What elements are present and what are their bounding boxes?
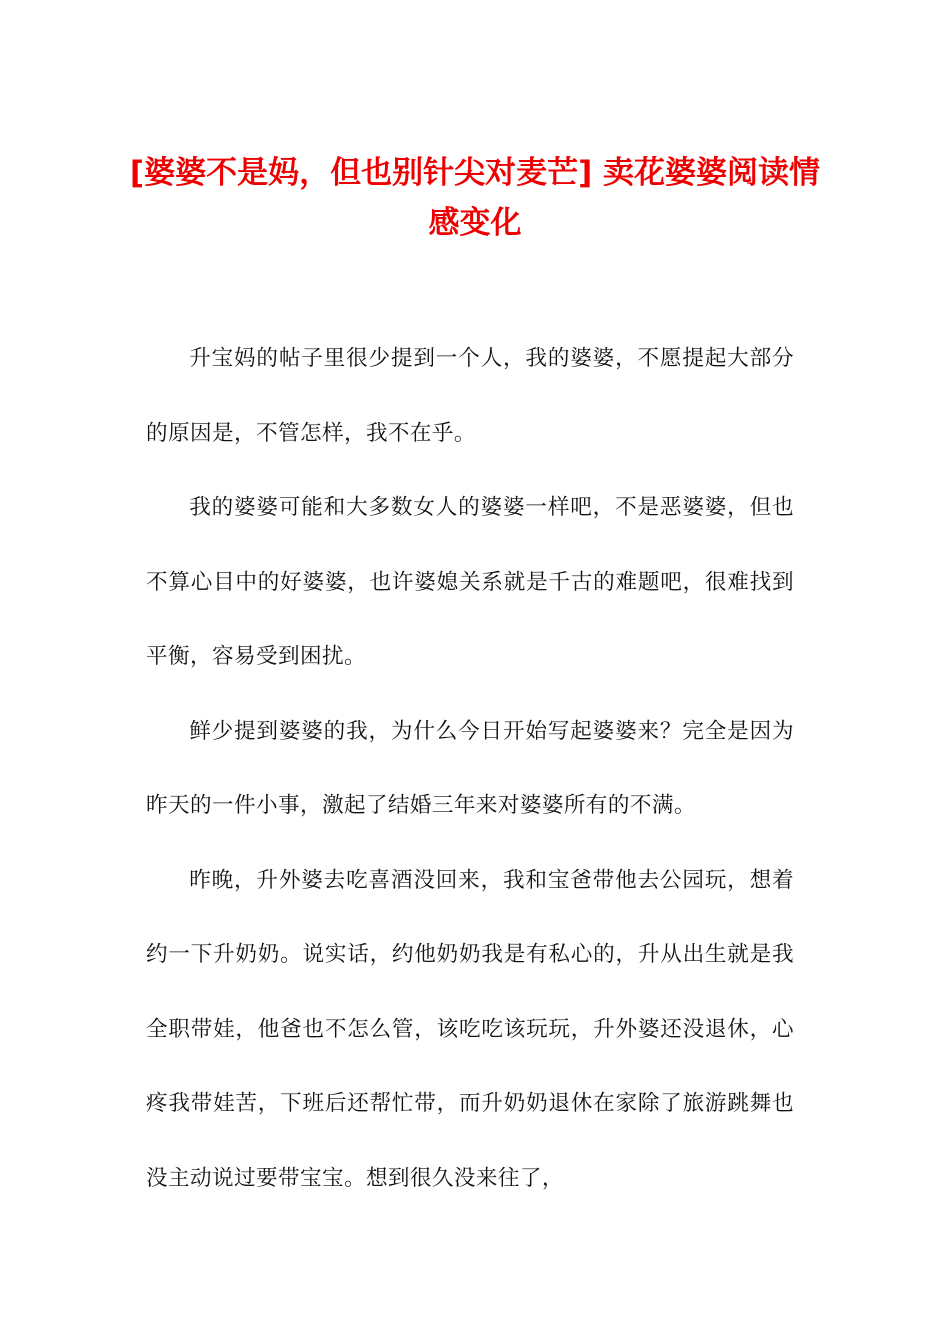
- paragraph: 升宝妈的帖子里很少提到一个人，我的婆婆，不愿提起大部分的原因是，不管怎样，我不在乎。: [146, 346, 794, 446]
- document-body: [146, 322, 794, 1216]
- paragraph: 昨晚，升外婆去吃喜酒没回来，我和宝爸带他去公园玩，想着约一下升奶奶。说实话，约他奶奶我是有私心的，升从出生就是我全职带娃，他爸也不怎么管，该吃吃该玩玩，升外婆还没退休，心疼我带娃苦，下班后还帮忙带，而升奶奶退休在家除了旅游跳舞也没主动说过要带宝宝。想到很久没来往了，: [146, 867, 794, 1191]
- document-title: [婆婆不是妈，但也别针尖对麦芒] 卖花婆婆阅读情感变化: [129, 155, 821, 241]
- paragraph: 我的婆婆可能和大多数女人的婆婆一样吧，不是恶婆婆，但也不算心目中的好婆婆，也许婆媳关系就是千古的难题吧，很难找到平衡，容易受到困扰。: [146, 495, 794, 669]
- paragraph: 鲜少提到婆婆的我，为什么今日开始写起婆婆来？完全是因为昨天的一件小事，激起了结婚三年来对婆婆所有的不满。: [146, 718, 794, 818]
